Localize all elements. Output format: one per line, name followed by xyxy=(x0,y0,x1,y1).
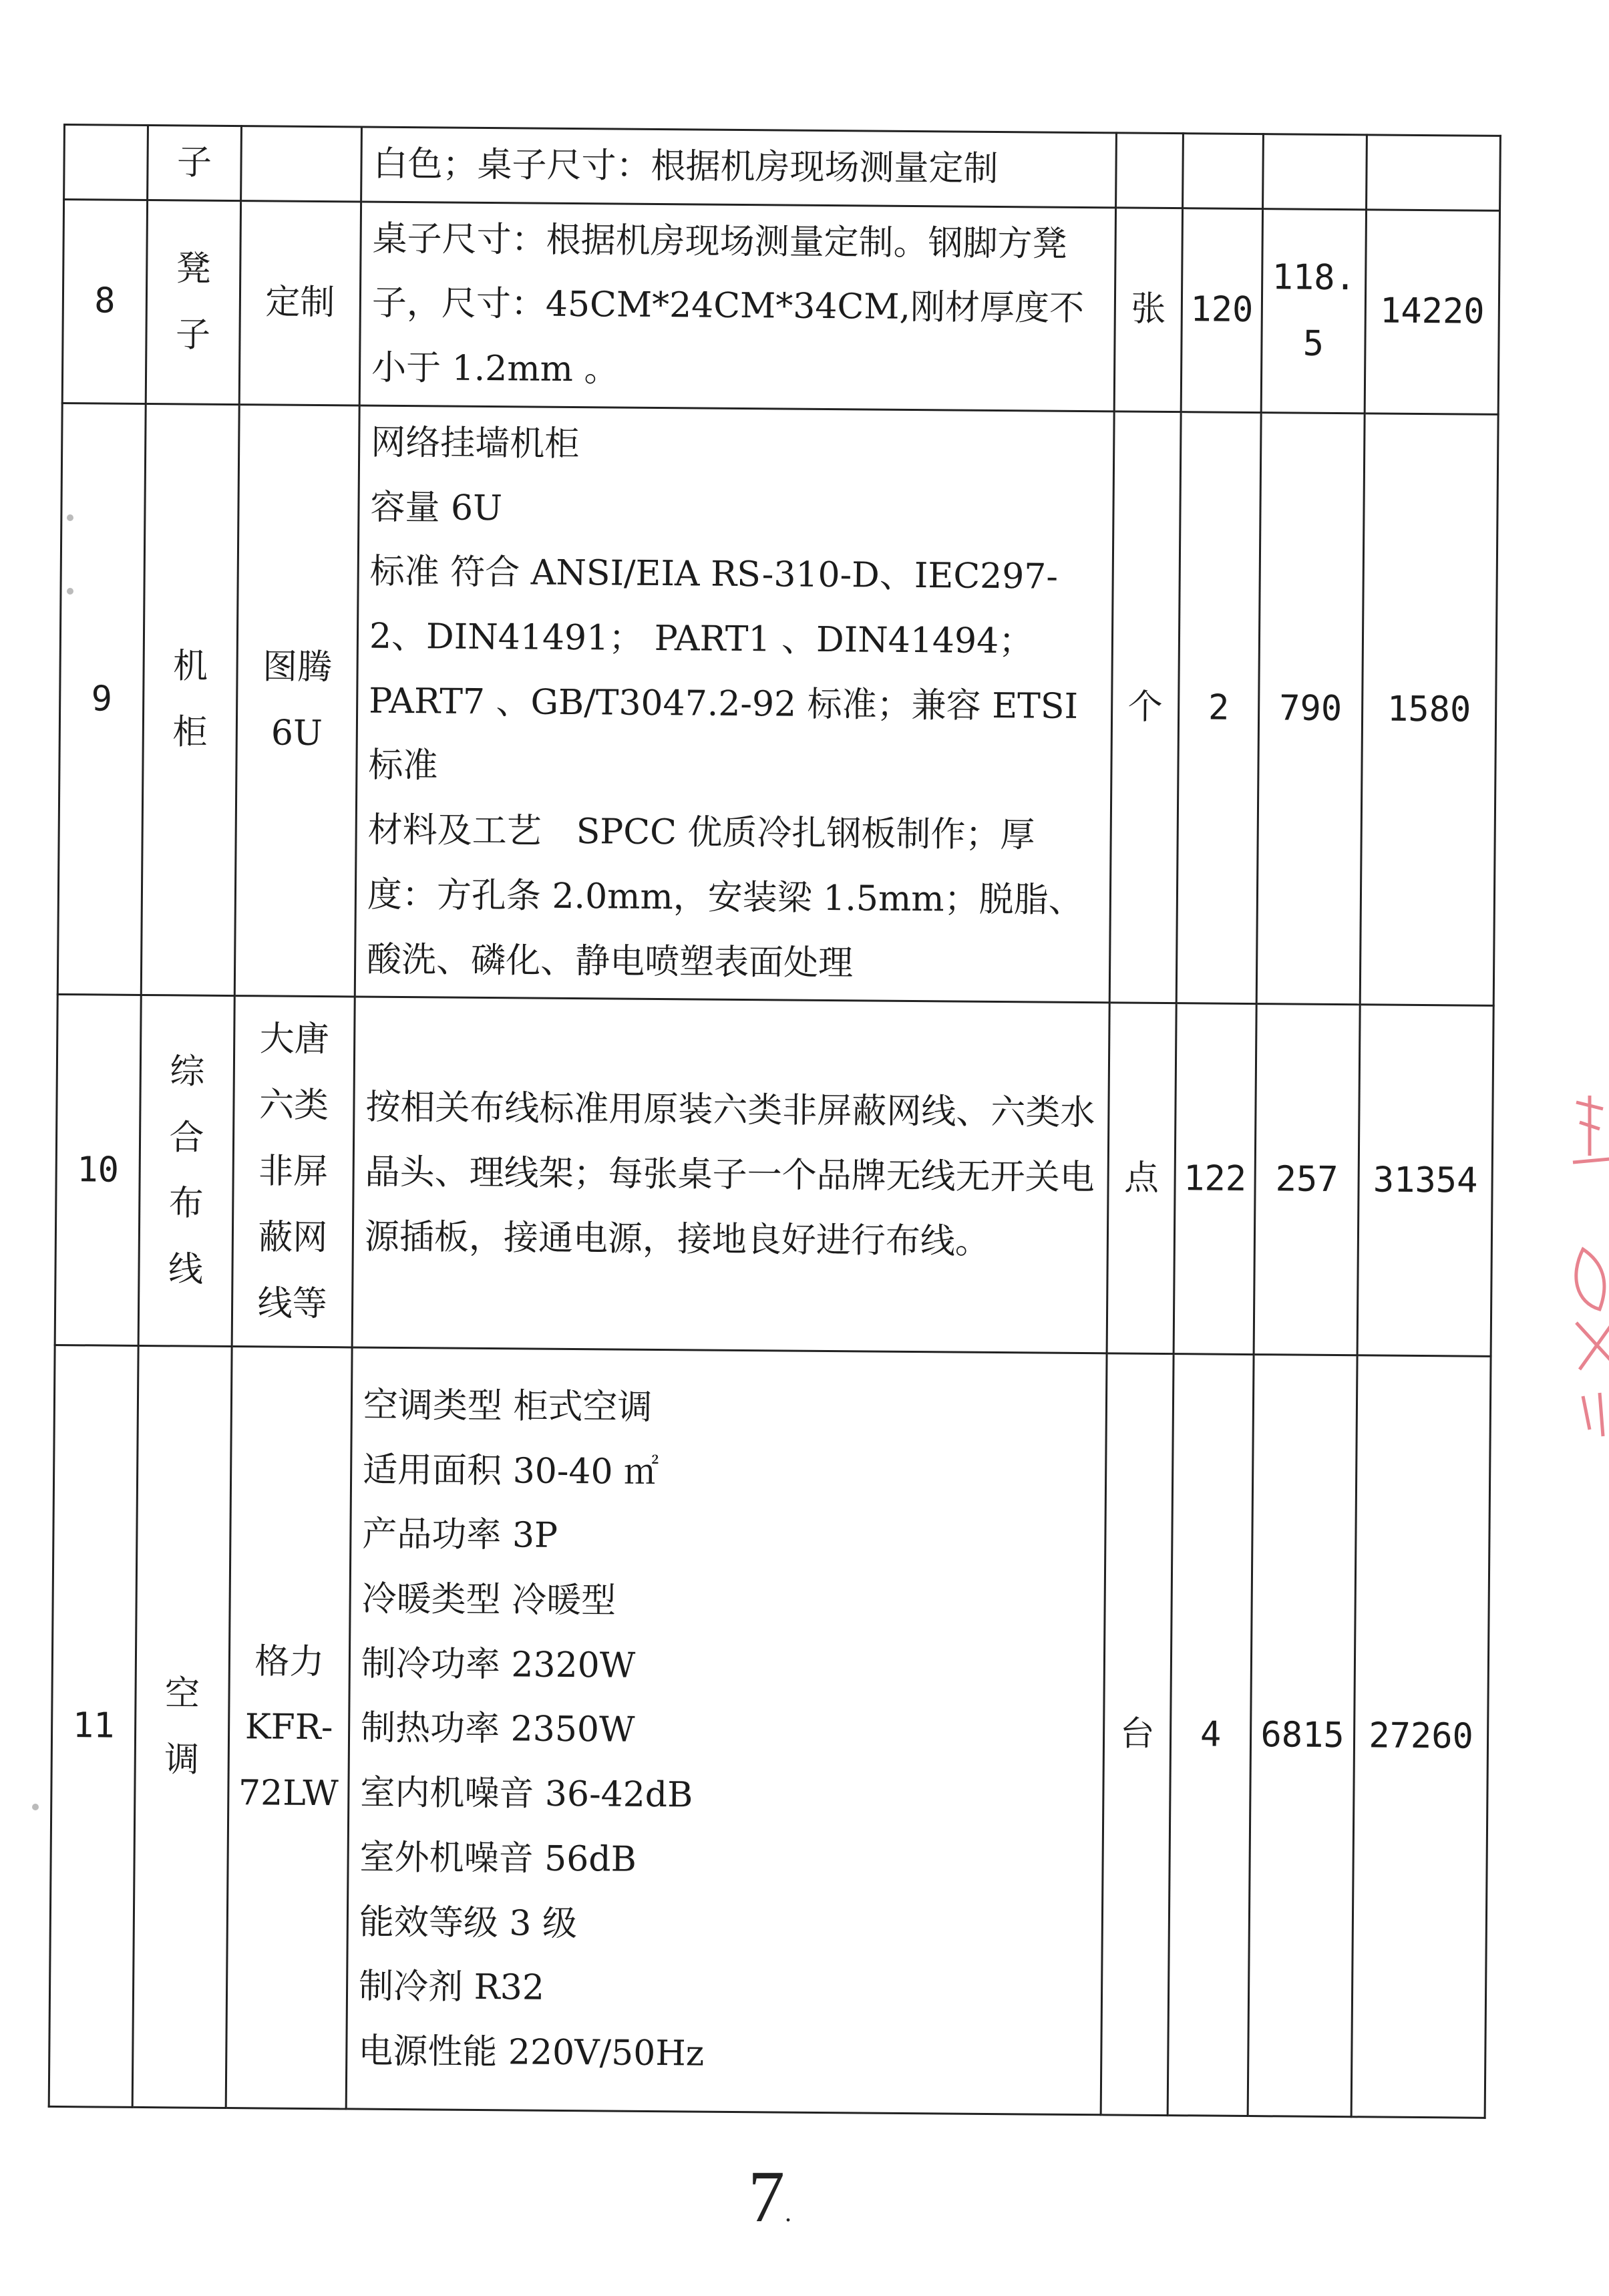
spec-text: 按相关布线标准用原装六类非屏蔽网线、六类水晶头、理线架；每张桌子一个品牌无线无开关电源插板，接通电源，接地良好进行布线。 xyxy=(364,1087,1095,1262)
cell-no: 10 xyxy=(55,995,141,1346)
cell-no: 8 xyxy=(62,199,147,403)
cell-total: 1580 xyxy=(1360,414,1498,1006)
table-row-continuation xyxy=(64,125,1501,211)
brand-line: 图腾 xyxy=(262,647,333,688)
spec-line: 冷暖类型 冷暖型 xyxy=(361,1579,616,1621)
name-char: 空 xyxy=(164,1673,200,1714)
cell-no xyxy=(64,125,148,200)
spec-line: 材料及工艺 SPCC 优质冷扎钢板制作；厚度：方孔条 2.0mm，安装梁 1.5mm；脱脂、酸洗、磷化、静电喷塑表面处理 xyxy=(366,810,1083,983)
seal-stamp-partial xyxy=(1563,1082,1609,1456)
name-char: 子 xyxy=(175,315,211,355)
cell-brand xyxy=(239,200,361,405)
cell-unit: 张 xyxy=(1114,208,1182,412)
cell-brand xyxy=(226,1347,352,2109)
cell-qty: 2 xyxy=(1176,412,1261,1004)
page-number-dot: . xyxy=(785,2197,791,2227)
spec-line: 制热功率 2350W xyxy=(360,1708,635,1751)
brand-line: 大唐 xyxy=(259,1019,329,1060)
cell-qty xyxy=(1183,134,1264,209)
cell-price xyxy=(1261,208,1366,413)
page-number-text: 7 xyxy=(748,2156,785,2237)
cell-price xyxy=(1263,134,1367,210)
brand-line: 72LW xyxy=(238,1773,339,1814)
brand-line: 线等 xyxy=(257,1283,327,1324)
cell-spec xyxy=(355,405,1114,1003)
cell-price: 257 xyxy=(1254,1004,1360,1355)
cell-total: 14220 xyxy=(1365,210,1499,415)
cell-name xyxy=(141,403,239,996)
scan-dot xyxy=(67,514,73,521)
name-char: 柜 xyxy=(172,712,208,753)
cell-total xyxy=(1367,135,1501,210)
cell-spec xyxy=(359,202,1115,412)
spec-line: 容量 6U xyxy=(370,487,503,528)
brand-line: 6U xyxy=(271,713,323,754)
brand-line: 非屏 xyxy=(258,1151,329,1192)
cell-total: 31354 xyxy=(1357,1005,1493,1357)
spec-line: 适用面积 30-40 ㎡ xyxy=(362,1450,659,1492)
name-char: 合 xyxy=(169,1117,204,1158)
spec-line: 能效等级 3 级 xyxy=(359,1902,578,1944)
cell-spec: 白色；桌子尺寸：根据机房现场测量定制 xyxy=(361,127,1117,208)
spec-line: 产品功率 3P xyxy=(362,1514,558,1556)
cell-brand xyxy=(232,996,355,1347)
brand-line: KFR- xyxy=(244,1707,333,1748)
name-char: 机 xyxy=(172,646,208,687)
brand-line: 六类 xyxy=(258,1085,329,1126)
spec-text: 桌子尺寸：根据机房现场测量定制。钢脚方凳子，尺寸：45CM*24CM*34CM,刚材厚度不小于 1.2mm 。 xyxy=(371,218,1085,390)
name-char: 综 xyxy=(170,1051,205,1092)
brand-line: 定制 xyxy=(265,282,335,323)
name-char: 布 xyxy=(168,1183,204,1224)
cell-spec xyxy=(346,1347,1107,2115)
spec-line: 室内机噪音 36-42dB xyxy=(360,1772,693,1816)
cell-total: 27260 xyxy=(1351,1355,1491,2118)
spec-line: 空调类型 柜式空调 xyxy=(363,1385,653,1428)
cell-brand xyxy=(241,126,362,202)
scan-dot xyxy=(67,588,73,595)
table-row-10 xyxy=(55,995,1493,1357)
price-line: 118. xyxy=(1272,257,1357,299)
table-row-11 xyxy=(49,1345,1491,2118)
spec-line: 制冷功率 2320W xyxy=(361,1643,636,1686)
brand-line: 蔽网 xyxy=(258,1217,328,1258)
name-char: 线 xyxy=(168,1249,204,1290)
cell-no: 11 xyxy=(49,1345,138,2108)
cell-spec xyxy=(352,997,1109,1353)
cell-unit: 台 xyxy=(1101,1353,1174,2116)
cell-unit: 个 xyxy=(1109,412,1181,1003)
price-line: 5 xyxy=(1302,323,1324,364)
cell-unit: 点 xyxy=(1107,1003,1176,1354)
spec-line: 制冷剂 R32 xyxy=(358,1966,545,2009)
cell-qty: 4 xyxy=(1168,1354,1254,2116)
scan-dot xyxy=(32,1804,39,1810)
table-row-8 xyxy=(62,199,1499,414)
equipment-table xyxy=(48,124,1501,2119)
cell-brand xyxy=(234,404,359,997)
cell-price: 790 xyxy=(1256,412,1365,1005)
cell-name xyxy=(132,1346,232,2108)
name-char: 调 xyxy=(164,1740,200,1780)
cell-name xyxy=(146,200,240,404)
spec-line: 网络挂墙机柜 xyxy=(371,422,580,464)
cell-name: 子 xyxy=(148,125,242,200)
brand-line: 格力 xyxy=(254,1641,325,1682)
spec-line: 电源性能 220V/50Hz xyxy=(358,2031,705,2074)
cell-unit xyxy=(1116,133,1184,208)
cell-qty: 120 xyxy=(1181,208,1262,412)
page-number xyxy=(748,2154,791,2239)
cell-no: 9 xyxy=(57,403,146,995)
cell-name xyxy=(138,995,234,1347)
table-row-9 xyxy=(57,403,1498,1005)
name-char: 凳 xyxy=(176,249,212,289)
cell-qty: 122 xyxy=(1174,1003,1256,1355)
spec-line: 室外机噪音 56dB xyxy=(359,1837,637,1880)
spec-line: 标准 符合 ANSI/EIA RS-310-D、IEC297-2、DIN41491； PART1 、DIN41494； PART7 、GB/T3047.2-92 标准；兼容 ETSI 标准 xyxy=(368,551,1079,786)
cell-price: 6815 xyxy=(1248,1355,1357,2117)
